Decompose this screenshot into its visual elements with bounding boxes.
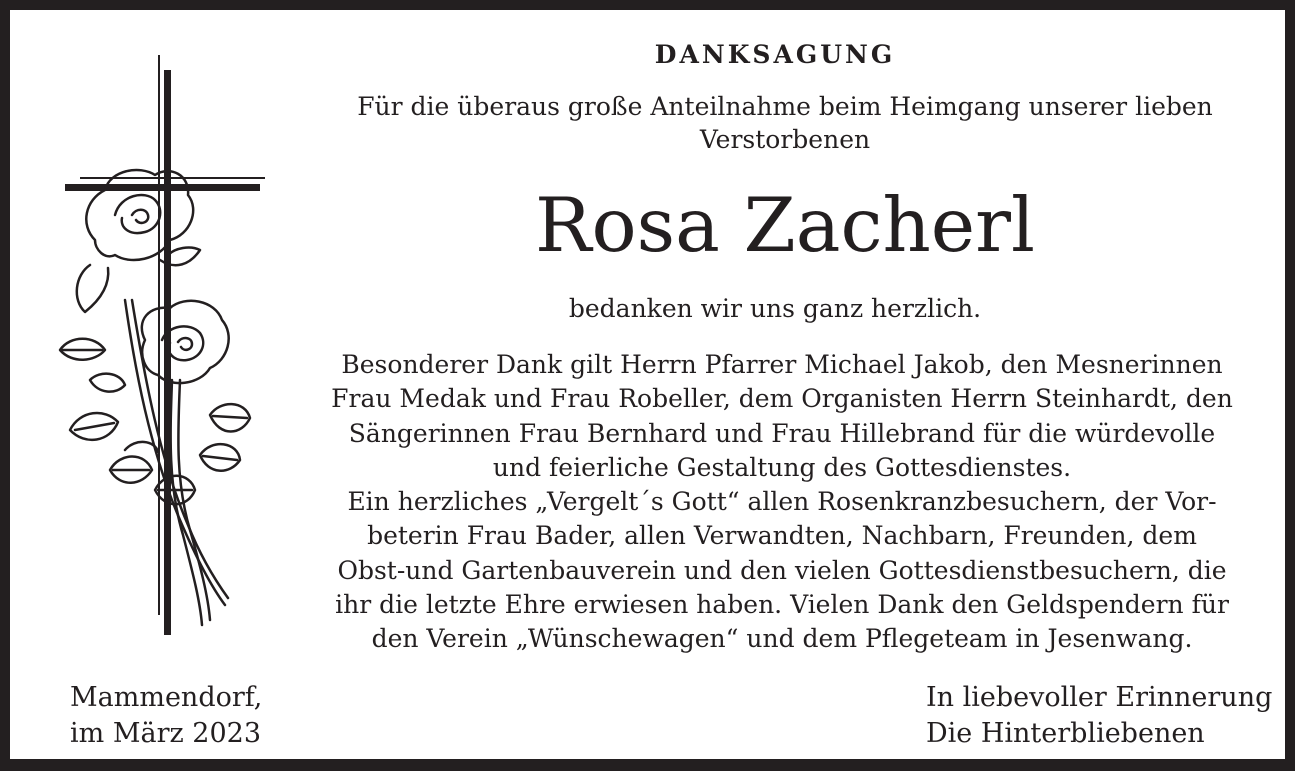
place-and-date xyxy=(70,680,262,752)
body-line: Obst-und Gartenbauverein und den vielen Gottesdienstbesuchern, die xyxy=(337,555,1227,585)
signoff-line: In liebevoller Erinnerung xyxy=(926,682,1273,713)
body-line: beterin Frau Bader, allen Verwandten, Nachbarn, Freunden, dem xyxy=(367,521,1197,551)
body-line: Frau Medak und Frau Robeller, dem Organisten Herrn Steinhardt, den xyxy=(331,384,1233,414)
intro-text xyxy=(280,90,1290,156)
signoff xyxy=(926,680,1272,752)
body-line: Ein herzliches „Vergelt´s Gott“ allen Rosenkranzbesuchern, der Vor- xyxy=(347,487,1217,517)
place-line: Mammendorf, xyxy=(70,682,263,713)
intro-line: Verstorbenen xyxy=(699,125,871,154)
cross-with-roses-icon xyxy=(50,50,280,650)
body-line: Besonderer Dank gilt Herrn Pfarrer Michael Jakob, den Mesnerinnen xyxy=(341,350,1223,379)
signoff-line: Die Hinterbliebenen xyxy=(926,718,1205,749)
deceased-name: Rosa Zacherl xyxy=(534,181,1036,269)
body-line: den Verein „Wünschewagen“ und dem Pflegeteam in Jesenwang. xyxy=(371,624,1193,654)
body-line: ihr die letzte Ehre erwiesen haben. Vielen Dank den Geldspendern für xyxy=(335,590,1229,620)
body-line: Sängerinnen Frau Bernhard und Frau Hillebrand für die würdevolle xyxy=(348,418,1216,448)
thanks-line: bedanken wir uns ganz herzlich. xyxy=(568,294,982,323)
date-line: im März 2023 xyxy=(70,718,261,749)
intro-line: Für die überaus große Anteilnahme beim Heimgang unserer lieben xyxy=(357,92,1213,121)
body-text xyxy=(282,348,1282,657)
body-line: und feierliche Gestaltung des Gottesdienstes. xyxy=(492,452,1072,482)
notice-heading: DANKSAGUNG xyxy=(654,40,896,69)
